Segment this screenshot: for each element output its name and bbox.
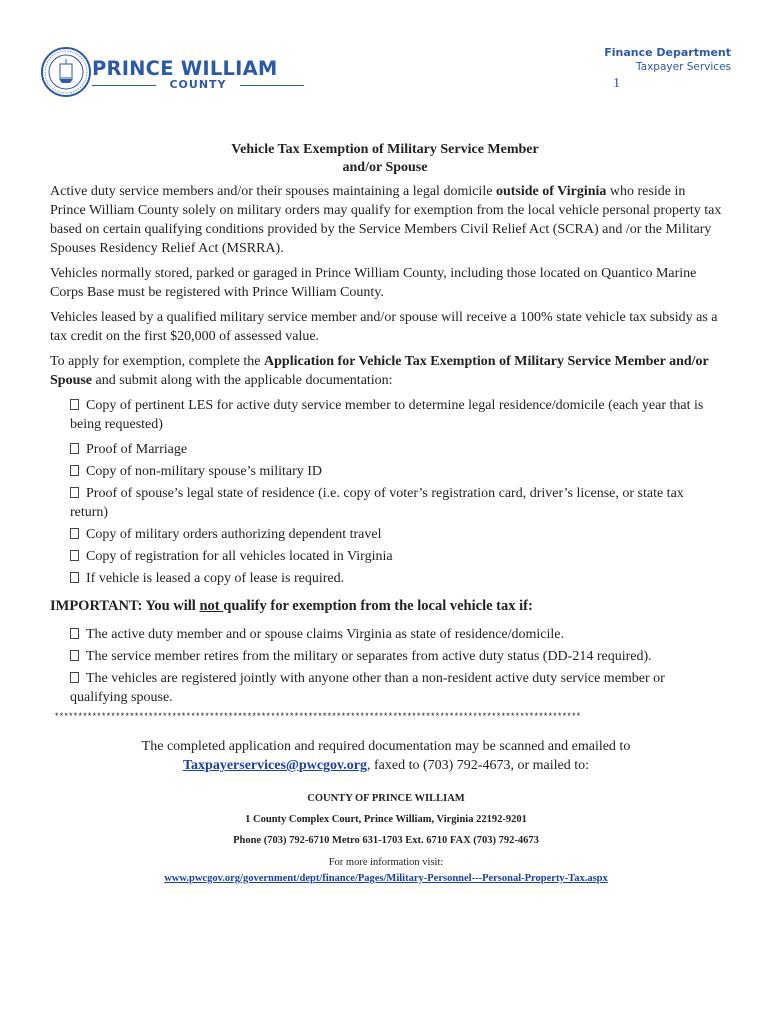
intro-paragraph-4 (50, 352, 722, 390)
intro-p1-bold: outside of Virginia (495, 184, 607, 199)
address-phone: Phone (703) 792-6710 Metro 631-1703 Ext. 6710 FAX (703) 792-4673 (233, 835, 539, 846)
intro-paragraph-3: Vehicles leased by a qualified military service member and/or spouse will receive a 100% state vehicle tax subsidy as a tax credit on the first $20,000 of assessed value. (50, 310, 718, 344)
closing-line-1: The completed application and required documentation may be scanned and emailed to (141, 739, 631, 754)
list-item (70, 396, 722, 434)
list-item (70, 462, 722, 481)
department-block (604, 45, 731, 75)
closing-line-2-text: , faxed to (703) 792-4673, or mailed to: (366, 758, 589, 773)
logo-rule-right (240, 85, 304, 86)
list-item-text: If vehicle is leased a copy of lease is required. (86, 571, 345, 586)
important-not: not (199, 598, 224, 614)
more-info-link[interactable]: www.pwcgov.org/government/dept/finance/Pages/Military-Personnel---Personal-Property-Tax.aspx (164, 873, 608, 884)
page-number: 1 (613, 76, 620, 91)
title-line-1: Vehicle Tax Exemption of Military Service Member (231, 142, 539, 157)
list-item (70, 440, 722, 459)
list-item-text: Copy of pertinent LES for active duty service member to determine legal residence/domicile (each year that is being requested) (70, 398, 704, 432)
application-name: Application for Vehicle Tax Exemption of Military Service Member and/or Spouse (50, 354, 709, 388)
list-item-text: Copy of military orders authorizing dependent travel (86, 527, 382, 542)
county-seal-icon (40, 45, 92, 99)
county-logo (40, 45, 280, 101)
square-bullet-icon (70, 399, 79, 410)
closing-instructions (50, 737, 722, 775)
intro-p1-text-end: who reside in Prince William County solely on military orders may qualify for exemption from the local vehicle personal property tax based on certain qualifying conditions provided by the Service Members Civil Relief Act (SCRA) and /or the Military Spouses Residency Relief Act (MSRRA). (50, 184, 722, 256)
square-bullet-icon (70, 528, 79, 539)
square-bullet-icon (70, 443, 79, 454)
department-name: Finance Department (604, 46, 731, 59)
documentation-list (50, 396, 722, 588)
email-link[interactable]: Taxpayerservices@pwcgov.org (183, 758, 367, 773)
list-item-text: The vehicles are registered jointly with anyone other than a non-resident active duty service member or qualifying spouse. (70, 671, 665, 705)
list-item (70, 525, 722, 544)
title-line-2: and/or Spouse (342, 160, 428, 175)
list-item (70, 547, 722, 566)
list-item-text: The active duty member and or spouse claims Virginia as state of residence/domicile. (86, 627, 564, 642)
square-bullet-icon (70, 572, 79, 583)
list-item-text: Copy of non-military spouse’s military ID (86, 464, 323, 479)
important-text: IMPORTANT: You will (50, 598, 200, 614)
list-item-text: The service member retires from the military or separates from active duty status (DD-214 required). (86, 649, 652, 664)
list-item (70, 569, 722, 588)
list-item (70, 625, 722, 644)
list-item-text: Proof of spouse’s legal state of residence (i.e. copy of voter’s registration card, driver’s license, or state tax return) (70, 486, 684, 520)
intro-p4-text-end: and submit along with the applicable documentation: (92, 373, 393, 388)
list-item (70, 647, 722, 666)
list-item-text: Proof of Marriage (86, 442, 188, 457)
square-bullet-icon (70, 672, 79, 683)
square-bullet-icon (70, 487, 79, 498)
separator: **************************************************************************************************************** (54, 712, 581, 722)
list-item (70, 484, 722, 522)
square-bullet-icon (70, 650, 79, 661)
intro-paragraph-2: Vehicles normally stored, parked or garaged in Prince William County, including those located on Quantico Marine Corps Base must be registered with Prince William County. (50, 266, 697, 300)
document-body (50, 182, 722, 887)
document-title (0, 141, 770, 177)
square-bullet-icon (70, 550, 79, 561)
important-text-end: qualify for exemption from the local vehicle tax if: (223, 598, 533, 614)
list-item-text: Copy of registration for all vehicles located in Virginia (86, 549, 393, 564)
logo-county-row (92, 78, 304, 94)
intro-p1-text: Active duty service members and/or their spouses maintaining a legal domicile (50, 184, 496, 199)
more-info-label: For more information visit: (328, 857, 444, 868)
disqualifier-list (50, 625, 722, 707)
logo-name: PRINCE WILLIAM (92, 57, 278, 80)
list-item (70, 669, 722, 707)
square-bullet-icon (70, 628, 79, 639)
logo-county: COUNTY (169, 78, 227, 91)
important-heading (50, 597, 722, 616)
mailing-address (50, 788, 722, 851)
intro-paragraph-1 (50, 182, 722, 258)
division-name: Taxpayer Services (635, 61, 731, 73)
address-name: COUNTY OF PRINCE WILLIAM (307, 793, 465, 804)
intro-p4-text: To apply for exemption, complete the (50, 354, 265, 369)
address-street: 1 County Complex Court, Prince William, Virginia 22192-9201 (245, 814, 527, 825)
closing-line-2 (50, 756, 722, 775)
square-bullet-icon (70, 465, 79, 476)
